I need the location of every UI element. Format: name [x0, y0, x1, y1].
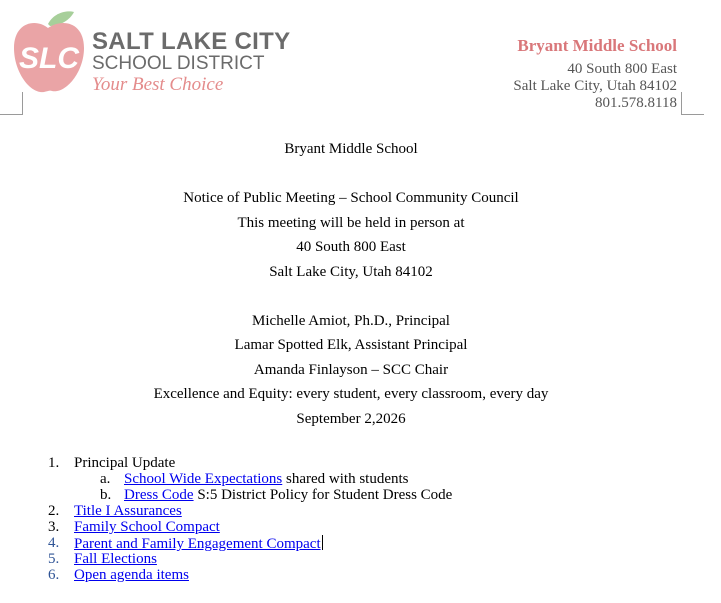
list-number: 1. [48, 455, 60, 471]
notice-motto: Excellence and Equity: every student, every classroom, every day [153, 386, 549, 402]
list-number: 3. [48, 519, 60, 535]
family-school-compact-link[interactable]: Family School Compact [74, 519, 220, 535]
agenda-list [0, 455, 721, 583]
school-contact-block [513, 35, 677, 112]
list-number: 2. [48, 503, 60, 519]
margin-corner-left [0, 92, 23, 115]
title-i-assurances-link[interactable]: Title I Assurances [74, 503, 182, 519]
list-item [0, 551, 721, 567]
notice-chair: Amanda Finlayson – SCC Chair [253, 361, 449, 378]
agenda-item-text: Principal Update [74, 455, 176, 471]
agenda-item-text: shared with students [282, 471, 409, 487]
parent-family-engagement-compact-link[interactable]: Parent and Family Engagement Compact [74, 536, 321, 552]
list-number: b. [100, 487, 112, 503]
list-number: a. [100, 471, 111, 487]
meeting-notice [0, 137, 702, 431]
notice-title: Notice of Public Meeting – School Community Council [183, 190, 519, 206]
logo-district-subtitle: SCHOOL DISTRICT [92, 53, 265, 74]
district-logo [8, 8, 298, 98]
notice-date: September 2,2026 [296, 410, 406, 427]
list-number: 5. [48, 551, 60, 567]
list-item [0, 487, 721, 503]
dress-code-link[interactable]: Dress Code [124, 487, 194, 503]
notice-address1: 40 South 800 East [296, 239, 406, 255]
open-agenda-items-link[interactable]: Open agenda items [74, 567, 189, 583]
logo-tagline: Your Best Choice [92, 74, 224, 95]
margin-corner-right [681, 92, 704, 115]
list-number: 6. [48, 567, 60, 583]
agenda-item-text: S:5 District Policy for Student Dress Code [193, 487, 453, 503]
notice-school: Bryant Middle School [284, 141, 418, 157]
notice-assistant-principal: Lamar Spotted Elk, Assistant Principal [234, 337, 468, 353]
letterhead [0, 0, 721, 120]
list-item [0, 503, 721, 519]
list-item [0, 471, 721, 487]
school-phone: 801.578.8118 [595, 95, 677, 111]
school-name: Bryant Middle School [517, 36, 677, 55]
notice-principal: Michelle Amiot, Ph.D., Principal [252, 312, 450, 329]
list-item [0, 535, 721, 551]
fall-elections-link[interactable]: Fall Elections [74, 551, 157, 567]
list-number: 4. [48, 535, 60, 551]
notice-in-person: This meeting will be held in person at [237, 214, 465, 231]
school-address-line1: 40 South 800 East [567, 61, 677, 77]
school-address-line2: Salt Lake City, Utah 84102 [513, 78, 677, 94]
list-item [0, 519, 721, 535]
school-wide-expectations-link[interactable]: School Wide Expectations [124, 471, 283, 487]
text-cursor [322, 535, 323, 550]
logo-monogram: SLC [19, 42, 79, 75]
notice-address2: Salt Lake City, Utah 84102 [269, 263, 433, 280]
logo-district-name: SALT LAKE CITY [92, 28, 291, 55]
apple-logo-icon [8, 8, 92, 98]
list-item [0, 567, 721, 583]
list-item [0, 455, 721, 471]
